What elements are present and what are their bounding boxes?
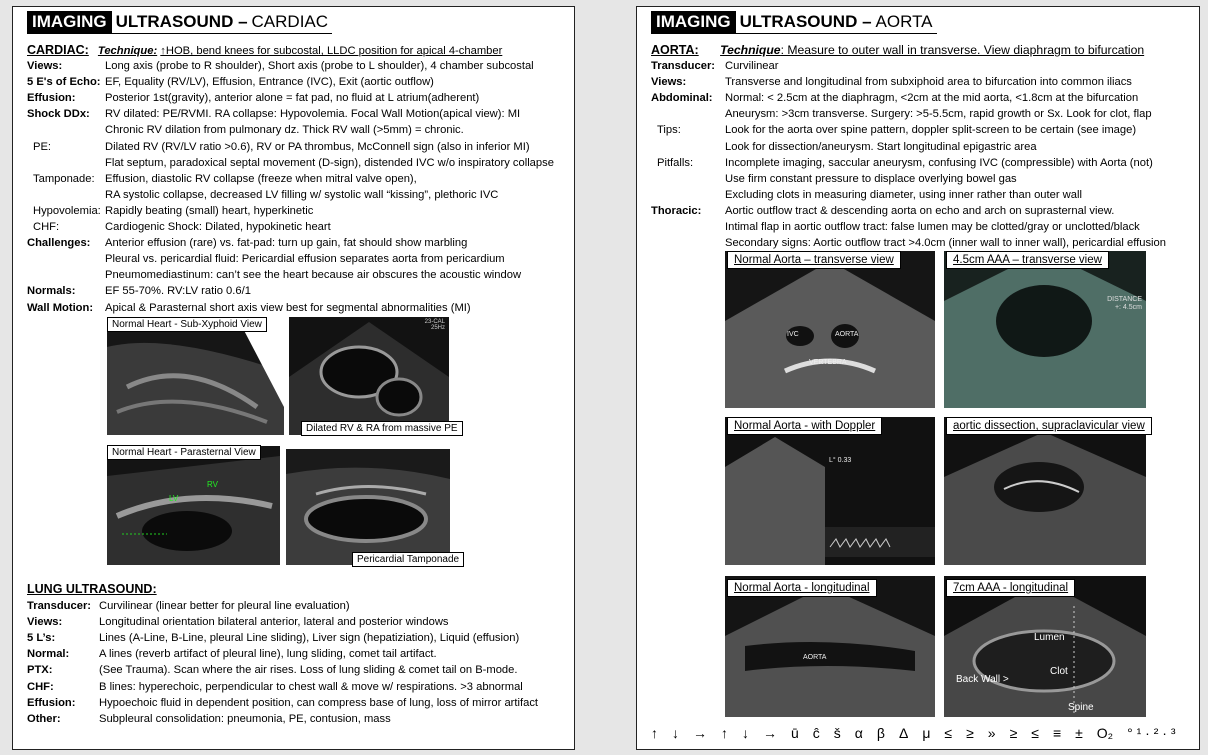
ultrasound-image bbox=[107, 317, 284, 435]
row-text: RA systolic collapse, decreased LV filling w/ systolic wall “kissing”, plethoric IVC bbox=[105, 188, 499, 201]
row-label: PTX: bbox=[27, 664, 53, 677]
symbol-glyph: → bbox=[763, 725, 777, 741]
caption-normal-aorta-longitudinal: Normal Aorta - longitudinal bbox=[727, 579, 877, 597]
row-text: EF, Equality (RV/LV), Effusion, Entrance (IVC), Exit (aortic outflow) bbox=[105, 76, 434, 89]
label-distance: DISTANCE bbox=[1107, 296, 1142, 303]
label-aorta: AORTA bbox=[803, 654, 827, 661]
image-normal-aorta-doppler bbox=[725, 417, 935, 565]
row-text: Pneumomediastinum: can’t see the heart because air obscures the acoustic window bbox=[105, 269, 522, 282]
label-vertebra: VERTEBRA bbox=[809, 359, 847, 366]
image-normal-aorta-transverse bbox=[725, 251, 935, 408]
label-clot: Clot bbox=[1050, 666, 1068, 677]
ultrasound-image bbox=[944, 417, 1146, 565]
row-text: Intimal flap in aortic outflow tract: false lumen may be clotted/gray or unclotted/black bbox=[725, 221, 1140, 233]
ultrasound-image bbox=[725, 251, 935, 408]
row-text: Dilated RV (RV/LV ratio >0.6), RV or PA thrombus, McConnell sign (also in inferior MI) bbox=[105, 140, 530, 153]
page-aorta bbox=[636, 6, 1200, 750]
row-label: Thoracic: bbox=[651, 204, 702, 217]
row-label: PE: bbox=[33, 140, 52, 153]
caption-45cm-aaa: 4.5cm AAA – transverse view bbox=[946, 251, 1109, 269]
row-label: Normal: bbox=[27, 648, 70, 661]
label-doppler: L° 0.33 bbox=[829, 457, 852, 464]
image-parasternal bbox=[107, 446, 280, 565]
row-text: Hypoechoic fluid in dependent position, can compress base of lung, loss of mirror artifact bbox=[99, 696, 539, 709]
symbol-glyph: β bbox=[876, 725, 885, 741]
row-text: Incomplete imaging, saccular aneurysm, confusing IVC (compressible) with Aorta (not) bbox=[725, 156, 1153, 169]
symbol-glyph: » bbox=[987, 725, 996, 741]
symbol-glyph: ≤ bbox=[1031, 725, 1039, 741]
image-45cm-aaa bbox=[944, 251, 1146, 408]
image-dilated-rv bbox=[289, 317, 449, 435]
row-text: A lines (reverb artifact of pleural line), lung sliding, comet tail artifact. bbox=[99, 648, 437, 661]
ultrasound-image bbox=[286, 449, 450, 565]
image-tamponade bbox=[286, 449, 450, 565]
ultrasound-image bbox=[725, 417, 935, 565]
row-text: B lines: hyperechoic, perpendicular to chest wall & move w/ respirations. >3 abnormal bbox=[99, 680, 523, 693]
row-label: CHF: bbox=[27, 680, 54, 693]
row-label: 5 L’s: bbox=[27, 632, 56, 645]
ultrasound-image bbox=[944, 576, 1146, 717]
label-distance-value: +: 4.5cm bbox=[1114, 304, 1142, 311]
row-text: (See Trauma). Scan where the air rises. Loss of lung sliding & comet tail on B-mode. bbox=[99, 664, 518, 677]
lung-title-line bbox=[27, 582, 157, 597]
cardiac-technique-line bbox=[27, 43, 502, 58]
symbol-glyph: ↓ bbox=[742, 725, 749, 741]
row-text: Aortic outflow tract & descending aorta on echo and arch on suprasternal view. bbox=[725, 204, 1115, 217]
image-subxyphoid bbox=[107, 317, 284, 435]
row-text: Effusion, diastolic RV collapse (freeze when mitral valve open), bbox=[105, 172, 417, 185]
technique-text: : Measure to outer wall in transverse. View diaphragm to bifurcation bbox=[780, 43, 1145, 57]
label-lumen: Lumen bbox=[1034, 632, 1065, 643]
symbol-glyph: O₂ bbox=[1096, 725, 1114, 741]
row-label: Views: bbox=[27, 60, 63, 72]
row-text: Look for the aorta over spine pattern, doppler split-screen to be certain (see image) bbox=[725, 124, 1137, 137]
symbol-glyph: ū bbox=[791, 725, 799, 741]
page-header bbox=[651, 11, 937, 34]
row-text: Anterior effusion (rare) vs. fat-pad: turn up gain, fat should show marbling bbox=[105, 237, 468, 250]
image-7cm-aaa bbox=[944, 576, 1146, 717]
row-label: Effusion: bbox=[27, 92, 76, 105]
technique-text: ↑HOB, bend knees for subcostal, LLDC position for apical 4-chamber bbox=[160, 45, 503, 57]
row-label: Views: bbox=[27, 616, 63, 629]
section-title-aorta: AORTA: bbox=[651, 43, 699, 57]
row-text: Aneurysm: >3cm transverse. Surgery: >5-5.5cm, rapid growth or Sx. Look for clot, flap bbox=[725, 108, 1152, 121]
symbol-glyph: ≡ bbox=[1052, 725, 1062, 741]
image-normal-aorta-longitudinal bbox=[725, 576, 935, 717]
page-header bbox=[27, 11, 332, 34]
row-label: Views: bbox=[651, 76, 687, 89]
ultrasound-image bbox=[944, 251, 1146, 408]
row-label: Shock DDx: bbox=[27, 108, 90, 121]
row-label: Other: bbox=[27, 712, 61, 725]
row-label: Challenges: bbox=[27, 237, 91, 250]
header-topic: AORTA bbox=[875, 12, 933, 31]
caption-tamponade: Pericardial Tamponade bbox=[352, 552, 464, 567]
row-text: Secondary signs: Aortic outflow tract >4.0cm (inner wall to inner wall), pericardial effusion bbox=[725, 237, 1166, 250]
header-imaging: IMAGING bbox=[27, 11, 112, 33]
row-text: Subpleural consolidation: pneumonia, PE, contusion, mass bbox=[99, 712, 391, 725]
symbol-glyph: α bbox=[854, 725, 863, 741]
symbol-glyph: ↑ bbox=[651, 725, 658, 741]
ultrasound-image bbox=[107, 446, 280, 565]
row-text: Look for dissection/aneurysm. Start longitudinal epigastric area bbox=[725, 140, 1037, 153]
symbol-glyph: ≥ bbox=[966, 725, 974, 741]
symbol-glyph: ĉ bbox=[812, 725, 820, 741]
aorta-technique-line bbox=[651, 43, 1144, 57]
row-text: EF 55-70%. RV:LV ratio 0.6/1 bbox=[105, 285, 251, 298]
label-lv: LV bbox=[169, 494, 179, 503]
section-title-cardiac: CARDIAC: bbox=[27, 43, 89, 57]
caption-parasternal: Normal Heart - Parasternal View bbox=[107, 445, 261, 460]
label-ivc: IVC bbox=[787, 331, 799, 338]
symbol-glyph: ≥ bbox=[1009, 725, 1018, 741]
row-text: Curvilinear (linear better for pleural line evaluation) bbox=[99, 600, 350, 612]
row-label: Transducer: bbox=[651, 60, 716, 72]
symbol-glyph: → bbox=[693, 725, 707, 741]
row-text: Curvilinear bbox=[725, 60, 779, 72]
symbol-glyph: ≤ bbox=[944, 725, 953, 741]
page-cardiac bbox=[12, 6, 575, 750]
row-label: 5 E's of Echo: bbox=[27, 76, 101, 89]
header-imaging: IMAGING bbox=[651, 11, 736, 33]
symbol-glyph: ↓ bbox=[672, 725, 679, 741]
row-label: Tips: bbox=[657, 124, 681, 137]
header-ultrasound: ULTRASOUND – bbox=[739, 12, 872, 31]
row-text: Excluding clots in measuring diameter, using inner rather than outer wall bbox=[725, 188, 1082, 201]
row-label: Tamponade: bbox=[33, 172, 95, 185]
row-label: Abdominal: bbox=[651, 92, 713, 105]
header-ultrasound: ULTRASOUND – bbox=[115, 12, 248, 31]
row-text: Cardiogenic Shock: Dilated, hypokinetic heart bbox=[105, 221, 331, 233]
label-aorta: AORTA bbox=[835, 331, 859, 338]
header-topic: CARDIAC bbox=[251, 12, 329, 31]
row-text: Longitudinal orientation bilateral anterior, lateral and posterior windows bbox=[99, 616, 449, 629]
symbol-glyph: ± bbox=[1075, 725, 1083, 741]
row-text: Transverse and longitudinal from subxiphoid area to bifurcation into common iliacs bbox=[725, 76, 1132, 89]
symbol-glyph: š bbox=[833, 725, 841, 741]
symbol-glyph: ° ¹ · ² · ³ bbox=[1127, 725, 1176, 741]
row-label: Hypovolemia: bbox=[33, 204, 101, 217]
caption-subxyphoid: Normal Heart - Sub-Xyphoid View bbox=[107, 317, 267, 332]
row-text: Normal: < 2.5cm at the diaphragm, <2cm at the mid aorta, <1.8cm at the bifurcation bbox=[725, 92, 1139, 105]
section-title-lung: LUNG ULTRASOUND: bbox=[27, 582, 157, 596]
row-text: Posterior 1st(gravity), anterior alone = fat pad, no fluid at L atrium(adherent) bbox=[105, 92, 480, 105]
row-text: Lines (A-Line, B-Line, pleural Line sliding), Liver sign (hepatiziation), Liquid (effusion) bbox=[99, 632, 520, 645]
symbol-glyph: ↑ bbox=[721, 725, 728, 741]
row-text: Use firm constant pressure to displace overlying bowel gas bbox=[725, 172, 1017, 185]
row-label: Effusion: bbox=[27, 696, 76, 709]
label-back-wall: Back Wall > bbox=[956, 674, 1009, 685]
image-aortic-dissection bbox=[944, 417, 1146, 565]
label-spine: Spine bbox=[1068, 702, 1094, 713]
row-text: RV dilated: PE/RVMI. RA collapse: Hypovolemia. Focal Wall Motion(apical view): MI bbox=[105, 108, 521, 121]
row-text: Apical & Parasternal short axis view best for segmental abnormalities (MI) bbox=[105, 301, 471, 314]
symbol-glyph: Δ bbox=[898, 725, 909, 741]
caption-aortic-dissection: aortic dissection, supraclavicular view bbox=[946, 417, 1152, 435]
row-text: Pleural vs. pericardial fluid: Pericardial effusion separates aorta from pericardium bbox=[105, 253, 505, 266]
caption-normal-aorta-doppler: Normal Aorta - with Doppler bbox=[727, 417, 882, 435]
row-label: Wall Motion: bbox=[27, 301, 94, 314]
row-text: Flat septum, paradoxical septal movement (D-sign), distended IVC w/o inspiratory collapse bbox=[105, 156, 554, 169]
row-text: Rapidly beating (small) heart, hyperkinetic bbox=[105, 204, 314, 217]
caption-normal-aorta-transverse: Normal Aorta – transverse view bbox=[727, 251, 901, 269]
ultrasound-image bbox=[725, 576, 935, 717]
row-label: Transducer: bbox=[27, 600, 92, 612]
label-rv: RV bbox=[207, 480, 218, 489]
caption-dilated-rv: Dilated RV & RA from massive PE bbox=[301, 421, 463, 436]
row-text: Long axis (probe to R shoulder), Short axis (probe to L shoulder), 4 chamber subcostal bbox=[105, 60, 534, 72]
row-label: Pitfalls: bbox=[657, 156, 694, 169]
ultrasound-image bbox=[289, 317, 449, 435]
row-label: Normals: bbox=[27, 285, 76, 298]
row-label: CHF: bbox=[33, 221, 60, 233]
image-tag: 23-CAL 25Hz bbox=[424, 319, 445, 331]
row-text: Chronic RV dilation from pulmonary dz. Thick RV wall (>5mm) = chronic. bbox=[105, 124, 464, 137]
symbol-row bbox=[651, 725, 1189, 741]
technique-label: Technique bbox=[720, 43, 781, 57]
caption-7cm-aaa: 7cm AAA - longitudinal bbox=[946, 579, 1075, 597]
technique-label: Technique: bbox=[97, 45, 158, 57]
symbol-glyph: μ bbox=[922, 725, 931, 741]
